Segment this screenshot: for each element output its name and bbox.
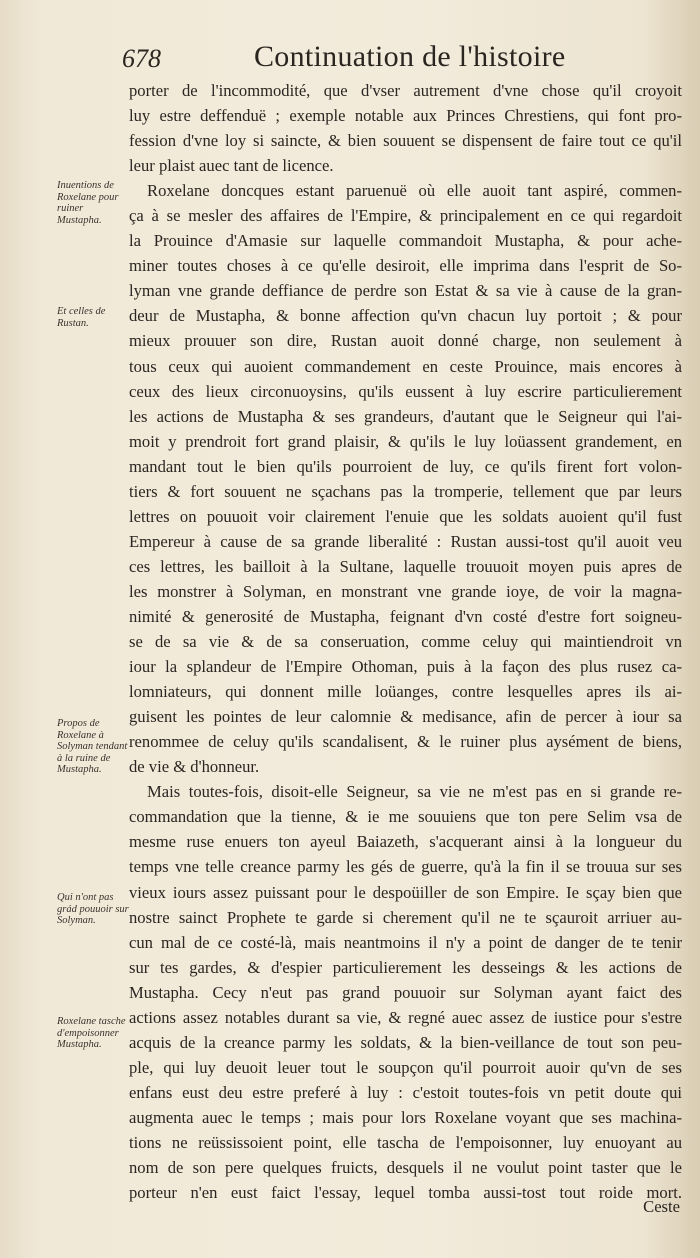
- margin-note: Roxelane tasche d'empoisonner Mustapha.: [57, 1016, 126, 1050]
- text-line: augmenta auec le temps ; mais pour lors Roxelane voyant que ses machina-: [129, 1107, 682, 1127]
- text-line: Empereur à cause de sa grande liberalité : Rustan aussi-tost qu'il auoit veu: [129, 531, 682, 551]
- catchword: Ceste: [643, 1197, 680, 1216]
- text-line: actions assez notables durant sa vie, & regné auec assez de iustice pour s'estre: [129, 1007, 682, 1027]
- text-line: porter de l'incommodité, que d'vser autrement d'vne chose qu'il croyoit: [129, 81, 682, 100]
- text-line: deur de Mustapha, & bonne affection qu'vn chacun luy portoit ; & pour: [129, 306, 682, 326]
- text-line: ces lettres, les bailloit à la Sultane, laquelle trouuoit moyen puis apres de: [129, 556, 682, 576]
- text-line: les monstrer à Solyman, en monstrant vne grande ioye, de voir la magna-: [129, 581, 682, 601]
- text-line: tions ne reüssissoient point, elle taschа de l'empoisonner, luy enuoyant au: [129, 1132, 682, 1152]
- text-line: vieux iours assez puissant pour le despoüiller de son Empire. Ie sçay bien que: [129, 882, 682, 902]
- text-line: Mustapha. Cecy n'eut pas grand pouuoir sur Solyman ayant faict des: [129, 982, 682, 1002]
- text-line: de vie & d'honneur.: [129, 757, 260, 777]
- text-line: iour la splandeur de l'Empire Othoman, puis à la façon des plus rusez ca-: [129, 657, 682, 677]
- text-line: lettres on pouuoit voir clairement l'enuie que les soldats auoient qu'il fust: [129, 506, 682, 526]
- text-line: lyman vne grande deffiance de perdre son Estat & sa vie à cause de la gran-: [129, 281, 682, 301]
- page-number: 678: [122, 44, 161, 73]
- page-header: [122, 38, 682, 78]
- margin-note: Et celles de Rustan.: [57, 306, 106, 329]
- text-line: moit y prendroit fort grand plaisir, & qu'ils le luy loüassent grandement, en: [129, 431, 682, 451]
- text-line: temps vne telle creance parmy les gés de guerre, qu'à la fin il se trouua sur ses: [129, 857, 682, 877]
- text-line: mandant tout le bien qu'ils pourroient de luy, ce qu'ils firent fort volon-: [129, 456, 682, 476]
- text-line: nom de son pere quelques fruicts, desquels il ne voulut point taster que le: [129, 1158, 682, 1178]
- text-line: les actions de Mustapha & ses grandeurs, d'autant que le Seigneur qui l'ai-: [129, 406, 682, 426]
- margin-note: Propos de Roxelane à Solyman tendant à la ruine de Mustapha.: [57, 718, 128, 775]
- text-line: Roxelane doncques estant paruenuë où elle auoit tant aspiré, commen-: [147, 181, 682, 201]
- text-line: lomniateurs, qui donnent mille loüanges, contre lesquelles apres ils ai-: [129, 682, 682, 702]
- text-line: fession d'vne loy si saincte, & bien souuent se dispensent de faire tout ce qu'il: [129, 131, 682, 151]
- text-line: guisent les pointes de leur calomnie & medisance, afin de percer à iour sa: [129, 707, 682, 727]
- text-line: se de sa vie & de sa conseruation, comme celuy qui maintiendroit vn: [129, 632, 682, 652]
- margin-note: Inuentions de Roxelane pour ruiner Mustapha.: [57, 180, 119, 226]
- text-line: mesme ruse enuers ton ayeul Baiazeth, s'acquerant ainsi à la longueur du: [129, 832, 682, 852]
- text-line: nimité & generosité de Mustapha, feignant d'vn costé d'estre fort soigneu-: [129, 606, 682, 626]
- text-line: miner toutes choses à ce qu'elle desiroit, elle imprima dans l'esprit de So-: [129, 256, 682, 276]
- text-line: acquis de la creance parmy les soldats, & la bien-veillance de tout son peu-: [129, 1032, 682, 1052]
- text-line: renommee de celuy qu'ils scandalisent, & le ruiner plus aysément de biens,: [129, 732, 682, 752]
- text-line: ça à se mesler des affaires de l'Empire, & principalement en ce qui regardoit: [129, 206, 682, 226]
- text-line: la Prouince d'Amasie sur laquelle commandoit Mustapha, & pour ache-: [129, 231, 682, 251]
- text-line: luy estre deffenduë ; exemple notable aux Princes Chrestiens, qui font pro-: [129, 106, 682, 126]
- running-title: Continuation de l'histoire: [254, 40, 566, 73]
- text-line: leur plaist auec tant de licence.: [129, 156, 334, 176]
- text-line: mieux prouuer son dire, Rustan auoit donné charge, non seulement à: [129, 331, 682, 351]
- text-line: enfans eust deu estre preferé à luy : c'estoit toutes-fois vn petit doute qui: [129, 1082, 682, 1102]
- main-text-block: [129, 78, 682, 1205]
- margin-note: Qui n'ont pas grád pouuoir sur Solyman.: [57, 892, 129, 926]
- text-line: porteur n'en eust faict l'essay, lequel tomba aussi-tost tout roide mort.: [129, 1183, 682, 1203]
- text-line: tous ceux qui auoient commandement en ceste Prouince, mais encores à: [129, 356, 682, 376]
- text-line: nostre sainct Prophete te garde si cherement qu'il ne te sçauroit arriuer au-: [129, 907, 682, 927]
- text-line: Mais toutes-fois, disoit-elle Seigneur, sa vie ne m'est pas en si grande re-: [147, 782, 682, 802]
- text-line: commandation que la tienne, & ie me souuiens que ton pere Selim vsa de: [129, 807, 682, 827]
- text-line: tiers & fort souuent ne sçachans pas la tromperie, tellement que par leurs: [129, 481, 682, 501]
- text-line: ple, qui luy deuoit leuer tout le soupçon qu'il pourroit auoir qu'vn de ses: [129, 1057, 682, 1077]
- text-line: ceux des lieux circonuoysins, qu'ils eussent à luy escrire particulierement: [129, 381, 682, 401]
- text-line: cun mal de ce costé-là, mais neantmoins il n'y a point de danger de te tenir: [129, 932, 682, 952]
- text-line: sur tes gardes, & d'espier particulierement les desseings & les actions de: [129, 957, 682, 977]
